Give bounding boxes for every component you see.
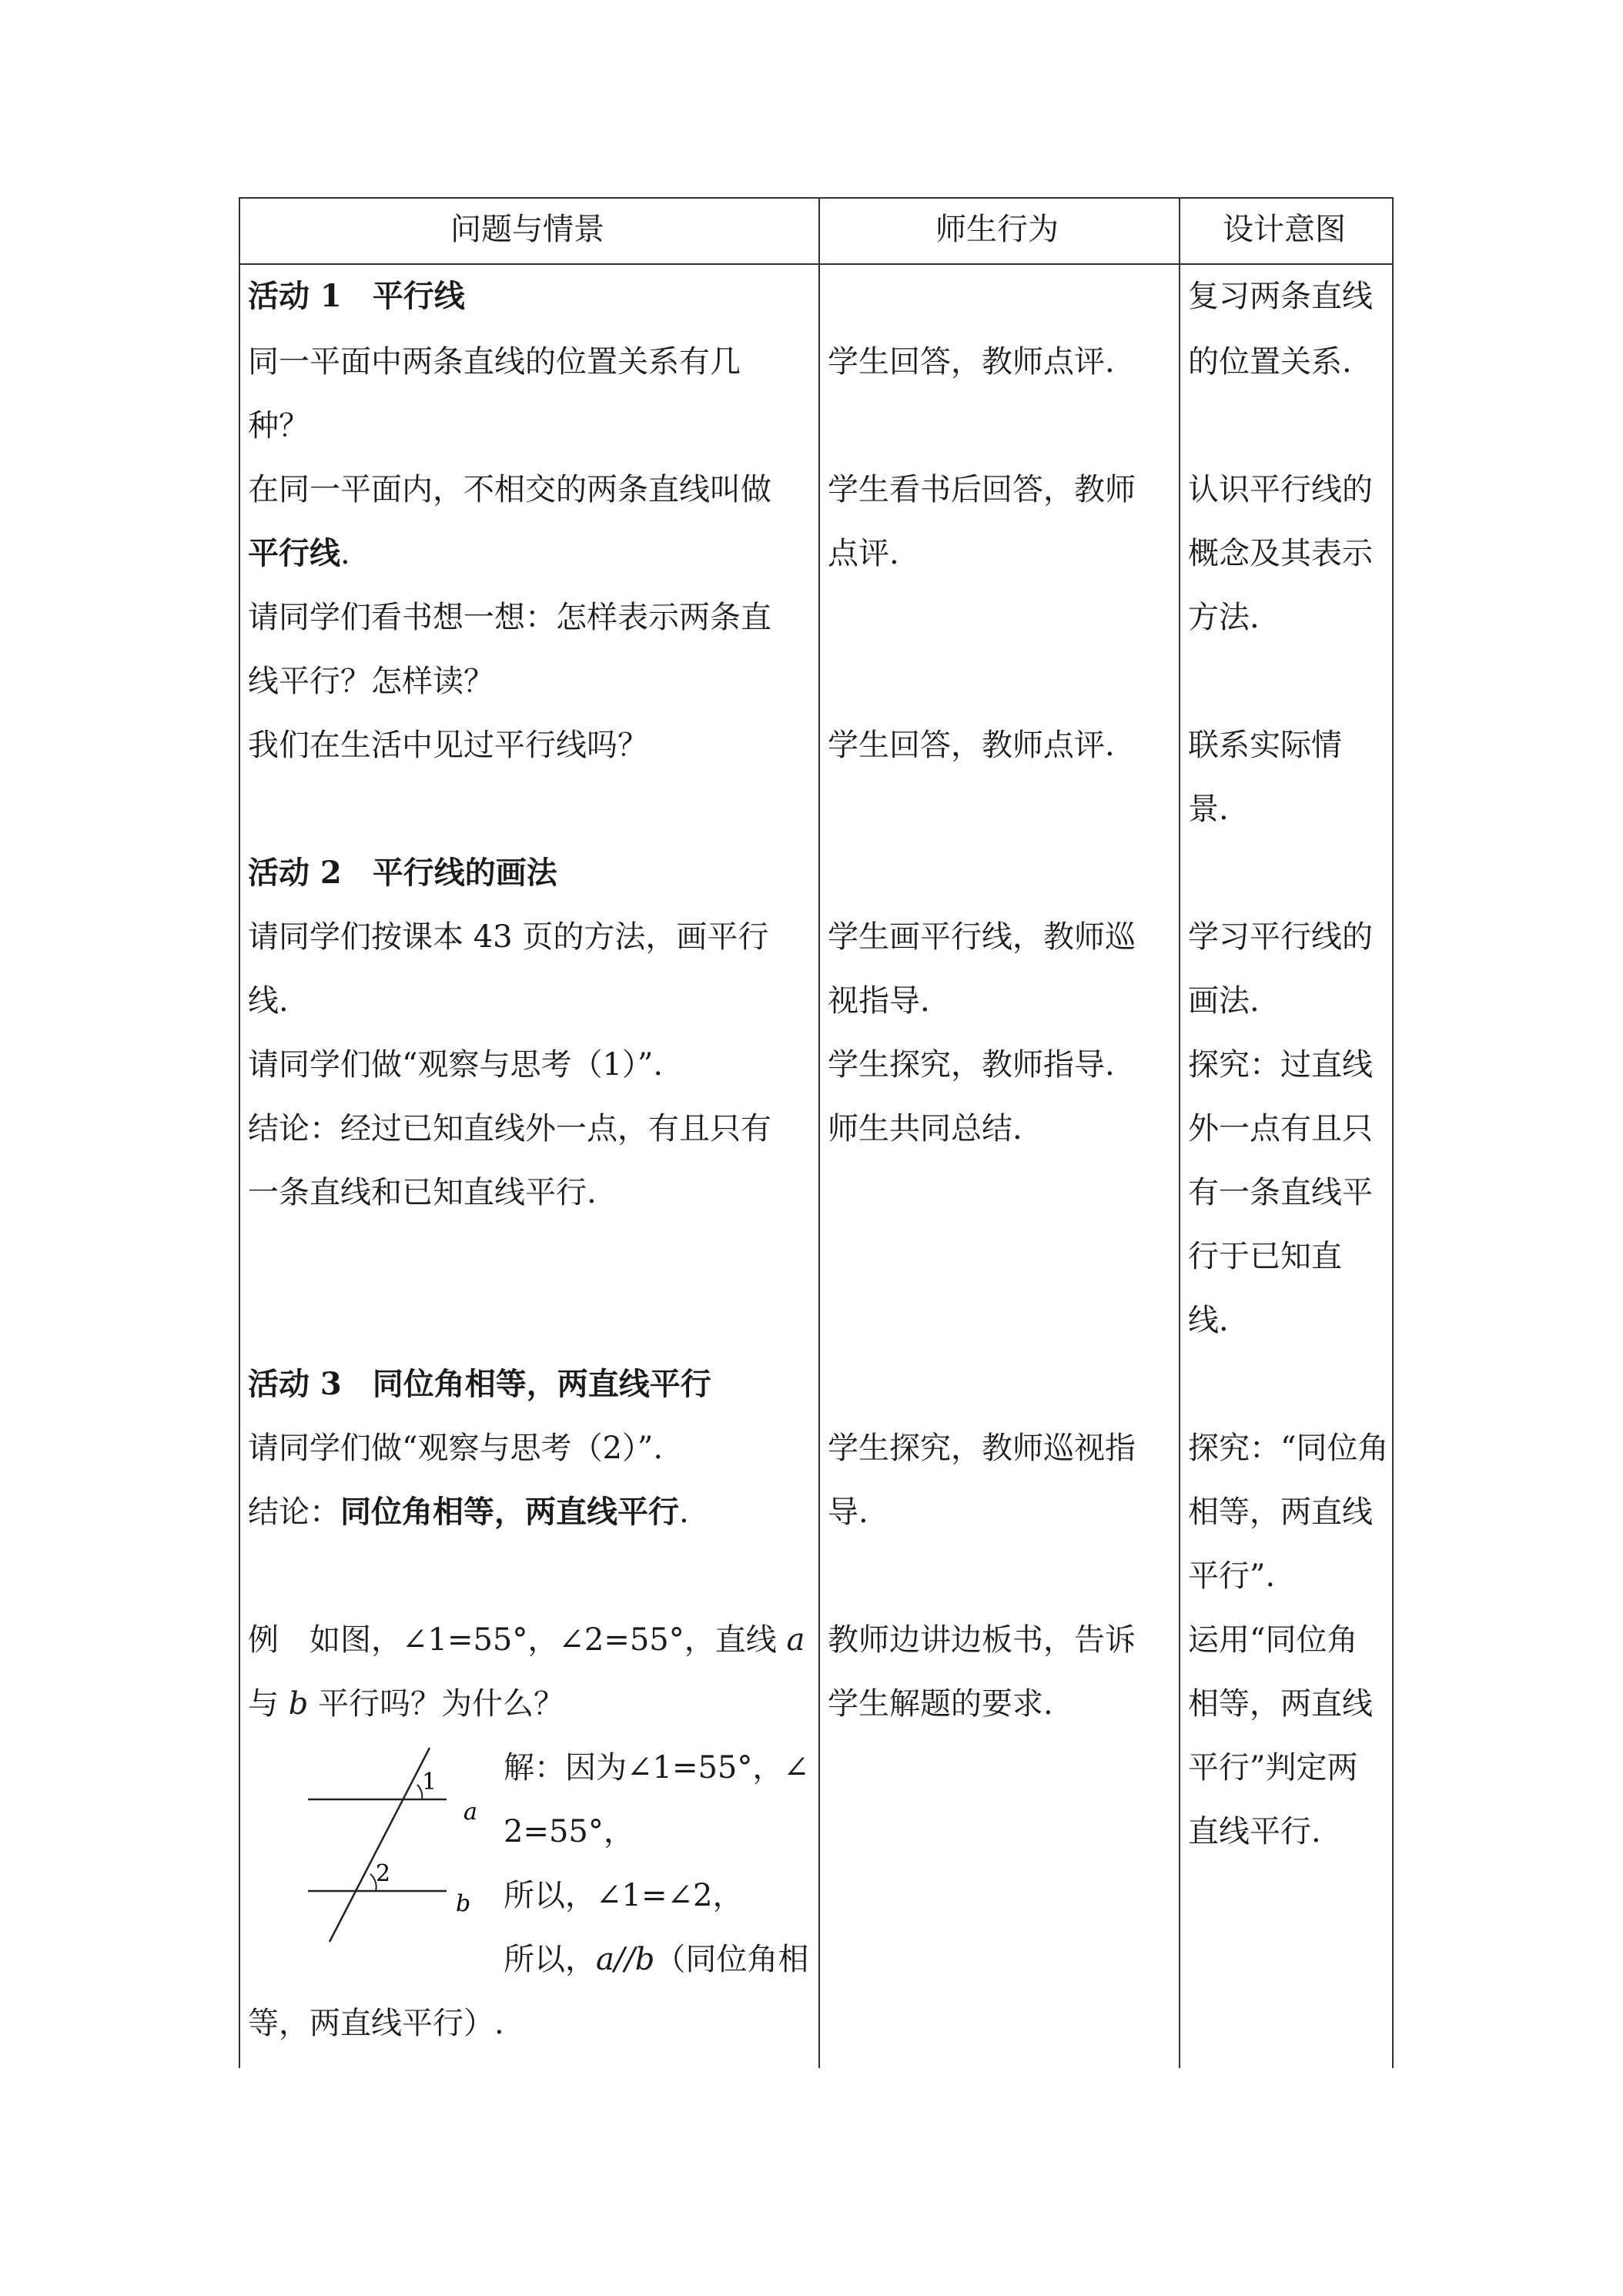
- intent-6-line-2: 相等，两直线: [1188, 1494, 1373, 1530]
- header-col-behavior: 师生行为: [935, 212, 1059, 247]
- solution-line-4-start: 所以，: [504, 1942, 596, 1977]
- solution-line-4: [504, 1943, 808, 1976]
- behavior-3: 学生回答，教师点评.: [828, 728, 1115, 763]
- solution-line-2: 2=55°，: [504, 1814, 634, 1849]
- header-col-intent: 设计意图: [1223, 212, 1346, 247]
- solution-parallel: a//b: [596, 1942, 655, 1977]
- draw-line-2: 线.: [248, 983, 289, 1019]
- activity-1-title: 活动 1 平行线: [248, 278, 465, 314]
- intent-4-line-2: 画法.: [1188, 983, 1260, 1019]
- ask-line-1: 请同学们看书想一想：怎样表示两条直: [248, 600, 771, 635]
- table-right-border: [1392, 197, 1394, 2068]
- solution-line-1: 解：因为∠1=55°，∠: [504, 1750, 809, 1786]
- definition-period: .: [340, 536, 350, 571]
- life-question: 我们在生活中见过平行线吗？: [248, 728, 648, 763]
- behavior-8-line-2: 学生解题的要求.: [828, 1686, 1053, 1722]
- intent-5-line-4: 行于已知直: [1188, 1239, 1342, 1274]
- intent-7-line-2: 相等，两直线: [1188, 1686, 1373, 1722]
- behavior-2-line-2: 点评.: [828, 536, 899, 571]
- behavior-6: 师生共同总结.: [828, 1111, 1022, 1146]
- table-top-border: [239, 197, 1394, 199]
- intent-7-line-1: 运用“同位角: [1188, 1622, 1358, 1658]
- intent-1-line-1: 复习两条直线: [1188, 279, 1373, 314]
- intent-5-line-2: 外一点有且只: [1188, 1111, 1373, 1146]
- header-col-problem: 问题与情景: [450, 212, 604, 247]
- intent-5-line-1: 探究：过直线: [1188, 1047, 1373, 1083]
- definition-line-1: 在同一平面内，不相交的两条直线叫做: [248, 472, 771, 507]
- intent-2-line-3: 方法.: [1188, 600, 1260, 635]
- label-2: 2: [376, 1860, 391, 1887]
- label-1: 1: [422, 1769, 437, 1796]
- activity-2-title: 活动 2 平行线的画法: [248, 855, 557, 891]
- question-1-line-1: 同一平面中两条直线的位置关系有几: [248, 344, 741, 380]
- intent-6-line-3: 平行”.: [1188, 1558, 1276, 1594]
- example-line-2: [248, 1688, 564, 1720]
- column-divider-2: [1179, 197, 1180, 2068]
- example-line-2-start: 与: [248, 1686, 289, 1722]
- example-var-a: a: [786, 1622, 805, 1658]
- draw-line-1: 请同学们按课本 43 页的方法，画平行: [248, 919, 769, 955]
- intent-3-line-2: 景.: [1188, 792, 1229, 827]
- intent-2-line-2: 概念及其表示: [1188, 536, 1373, 571]
- behavior-1: 学生回答，教师点评.: [828, 344, 1115, 380]
- conclusion-2-bold: 同位角相等，两直线平行: [340, 1494, 679, 1530]
- intent-3-line-1: 联系实际情: [1188, 728, 1342, 763]
- intent-5-line-3: 有一条直线平: [1188, 1175, 1373, 1210]
- behavior-2-line-1: 学生看书后回答，教师: [828, 472, 1136, 507]
- parallel-lines-figure: [293, 1740, 493, 1948]
- definition-line-2: [248, 537, 350, 570]
- activity-3-title: 活动 3 同位角相等，两直线平行: [248, 1366, 711, 1402]
- conclusion-2: [248, 1496, 689, 1528]
- intent-1-line-2: 的位置关系.: [1188, 344, 1352, 380]
- behavior-7-line-1: 学生探究，教师巡视指: [828, 1431, 1136, 1466]
- conclusion-2-prefix: 结论：: [248, 1494, 340, 1530]
- intent-2-line-1: 认识平行线的: [1188, 472, 1373, 507]
- intent-4-line-1: 学习平行线的: [1188, 919, 1373, 955]
- solution-line-5: 等，两直线平行）.: [248, 2006, 504, 2041]
- behavior-8-line-1: 教师边讲边板书，告诉: [828, 1622, 1136, 1658]
- intent-6-line-1: 探究：“同位角: [1188, 1431, 1389, 1466]
- intent-7-line-4: 直线平行.: [1188, 1814, 1321, 1849]
- intent-7-line-3: 平行”判定两: [1188, 1750, 1358, 1786]
- solution-line-3: 所以，∠1=∠2，: [504, 1878, 744, 1913]
- observe-1: 请同学们做“观察与思考（1）”.: [248, 1047, 664, 1083]
- example-var-b: b: [288, 1686, 309, 1722]
- behavior-4-line-2: 视指导.: [828, 983, 930, 1019]
- label-b: b: [456, 1890, 471, 1917]
- conclusion-1-line-1: 结论：经过已知直线外一点，有且只有: [248, 1111, 771, 1146]
- behavior-4-line-1: 学生画平行线，教师巡: [828, 919, 1136, 955]
- label-a: a: [463, 1799, 477, 1826]
- example-line-2-end: 平行吗？为什么？: [308, 1686, 565, 1722]
- conclusion-2-end: .: [679, 1494, 689, 1530]
- observe-2: 请同学们做“观察与思考（2）”.: [248, 1431, 664, 1466]
- example-line-1: [248, 1624, 805, 1656]
- table-left-border: [239, 197, 240, 2068]
- question-1-line-2: 种？: [248, 408, 310, 443]
- ask-line-2: 线平行？怎样读？: [248, 664, 494, 699]
- column-divider-1: [818, 197, 820, 2068]
- solution-line-4-end: （同位角相: [654, 1942, 809, 1977]
- intent-5-line-5: 线.: [1188, 1303, 1229, 1338]
- example-line-1-text: 例 如图，∠1=55°，∠2=55°，直线: [248, 1622, 787, 1658]
- transversal: [330, 1748, 430, 1942]
- behavior-5: 学生探究，教师指导.: [828, 1047, 1115, 1083]
- behavior-7-line-2: 导.: [828, 1494, 868, 1530]
- header-bottom-border: [239, 263, 1394, 265]
- conclusion-1-line-2: 一条直线和已知直线平行.: [248, 1175, 597, 1210]
- definition-term: 平行线: [248, 535, 340, 571]
